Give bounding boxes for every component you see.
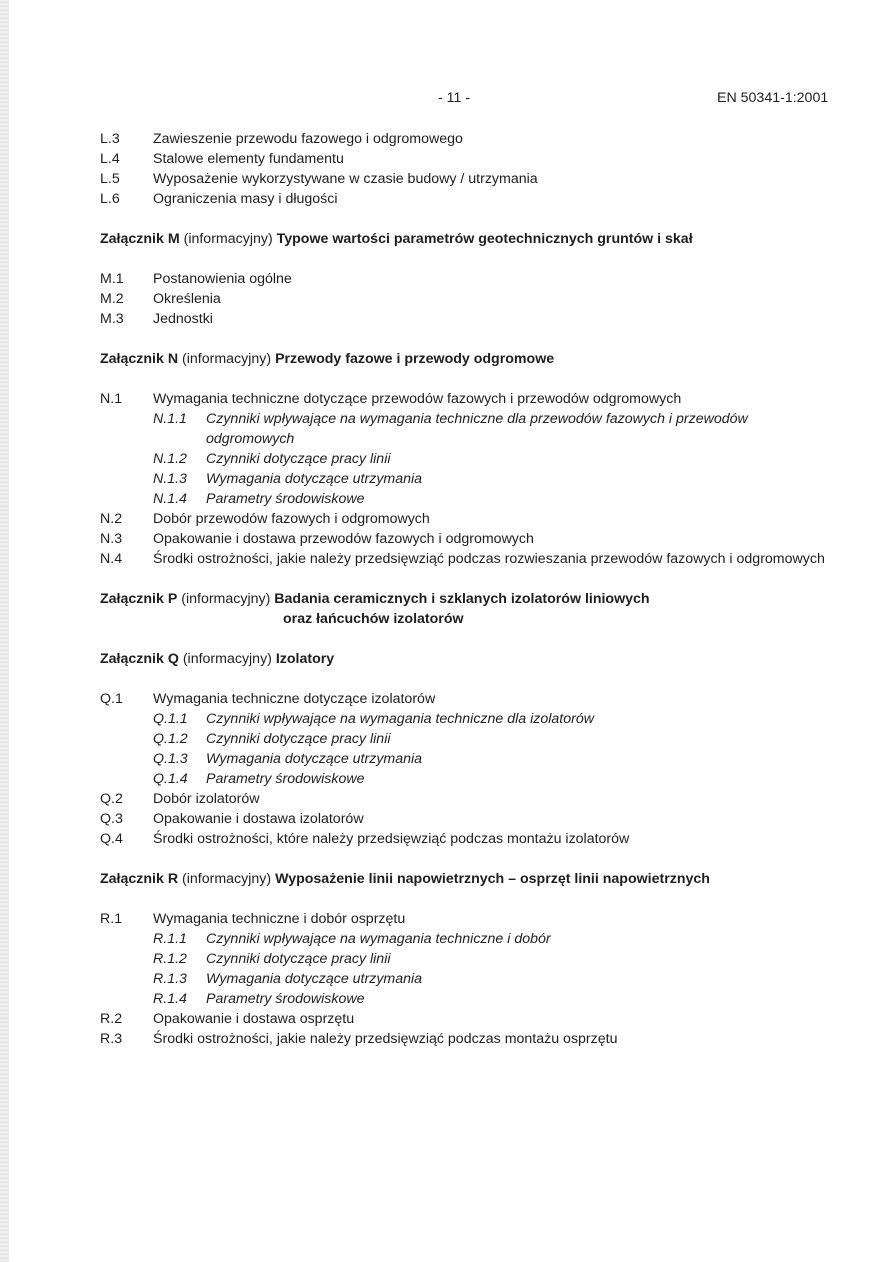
clause-number: N.4: [100, 551, 123, 567]
toc-subitem: [100, 949, 830, 969]
annex-label: Załącznik M: [100, 231, 180, 247]
annex-type: (informacyjny): [183, 231, 273, 247]
clause-number: N.3: [100, 531, 123, 547]
toc-subitem: [100, 709, 830, 729]
scan-edge: [0, 0, 9, 1262]
clause-title: Opakowanie i dostawa izolatorów: [153, 811, 364, 827]
annex-heading: [100, 649, 830, 669]
clause-title: Określenia: [153, 291, 221, 307]
toc-item: [100, 829, 830, 849]
clause-title: Parametry środowiskowe: [206, 991, 365, 1007]
clause-title: Czynniki dotyczące pracy linii: [206, 951, 391, 967]
clause-number: N.1: [100, 391, 123, 407]
toc-item: [100, 689, 830, 709]
toc-subitem: [100, 749, 830, 769]
clause-number: M.2: [100, 291, 124, 307]
clause-title: Wymagania techniczne dotyczące izolatorów: [153, 691, 436, 707]
toc-item: [100, 269, 830, 289]
clause-number: R.1.4: [153, 991, 187, 1007]
clause-number: Q.4: [100, 831, 123, 847]
clause-number: Q.1.1: [153, 711, 188, 727]
clause-title: Wymagania techniczne i dobór osprzętu: [153, 911, 406, 927]
clause-number: N.1.2: [153, 451, 187, 467]
toc-item: [100, 809, 830, 829]
toc-item: [100, 289, 830, 309]
annex-label: Załącznik P: [100, 591, 178, 607]
clause-title: Wymagania dotyczące utrzymania: [206, 971, 423, 987]
clause-title: Wymagania dotyczące utrzymania: [206, 751, 423, 767]
clause-number: Q.2: [100, 791, 123, 807]
clause-title: Dobór izolatorów: [153, 791, 260, 807]
clause-title: Czynniki wpływające na wymagania techniczne i dobór: [206, 931, 551, 947]
clause-title: Opakowanie i dostawa przewodów fazowych i odgromowych: [153, 531, 534, 547]
clause-number: L.6: [100, 191, 120, 207]
toc-subitem: [100, 969, 830, 989]
toc-item: [100, 1009, 830, 1029]
document-id: EN 50341-1:2001: [717, 90, 829, 106]
clause-title: Parametry środowiskowe: [206, 771, 365, 787]
clause-title: Wyposażenie wykorzystywane w czasie budowy / utrzymania: [153, 171, 538, 187]
clause-title: Czynniki wpływające na wymagania techniczne dla przewodów fazowych i przewodów odgromowych: [206, 411, 748, 447]
toc-item: [100, 149, 830, 169]
annex-title: Wyposażenie linii napowietrznych – osprzęt linii napowietrznych: [275, 871, 710, 887]
annex-heading: [100, 349, 830, 369]
annex-heading: [100, 229, 830, 249]
toc-item: [100, 189, 830, 209]
clause-number: R.2: [100, 1011, 123, 1027]
annex-title: Izolatory: [275, 651, 335, 667]
annex-label: Załącznik Q: [100, 651, 179, 667]
clause-number: M.1: [100, 271, 124, 287]
clause-number: N.2: [100, 511, 123, 527]
toc-subitem: [100, 769, 830, 789]
clause-number: L.4: [100, 151, 120, 167]
toc-item: [100, 549, 830, 569]
clause-title: Ograniczenia masy i długości: [153, 191, 338, 207]
clause-number: L.3: [100, 131, 120, 147]
clause-title: Środki ostrożności, które należy przedsięwziąć podczas montażu izolatorów: [153, 831, 630, 847]
toc-item: [100, 309, 830, 329]
page-number: - 11 -: [438, 90, 471, 106]
toc-item: [100, 909, 830, 929]
annex-label: Załącznik N: [100, 351, 179, 367]
toc-subitem: [100, 929, 830, 949]
clause-title: Wymagania dotyczące utrzymania: [206, 471, 423, 487]
clause-number: Q.1.3: [153, 751, 188, 767]
clause-number: N.1.4: [153, 491, 187, 507]
toc-item: [100, 169, 830, 189]
clause-title: Czynniki dotyczące pracy linii: [206, 451, 391, 467]
clause-number: R.1: [100, 911, 123, 927]
clause-title: Parametry środowiskowe: [206, 491, 365, 507]
annex-title: Przewody fazowe i przewody odgromowe: [275, 351, 555, 367]
annex-type: (informacyjny): [182, 651, 272, 667]
annex-heading: [100, 589, 830, 629]
clause-number: N.1.1: [153, 411, 187, 427]
clause-title: Postanowienia ogólne: [153, 271, 292, 287]
toc-subitem: [100, 989, 830, 1009]
annex-heading: [100, 869, 830, 889]
annex-title: Badania ceramicznych i szklanych izolatorów liniowych: [274, 591, 650, 607]
toc-subitem: [100, 469, 830, 489]
annex-type: (informacyjny): [181, 591, 271, 607]
clause-number: L.5: [100, 171, 120, 187]
clause-title: Opakowanie i dostawa osprzętu: [153, 1011, 355, 1027]
clause-number: Q.1.2: [153, 731, 188, 747]
clause-title: Wymagania techniczne dotyczące przewodów fazowych i przewodów odgromowych: [153, 391, 682, 407]
clause-title: Czynniki wpływające na wymagania techniczne dla izolatorów: [206, 711, 594, 727]
toc-item: [100, 789, 830, 809]
clause-title: Środki ostrożności, jakie należy przedsięwziąć podczas montażu osprzętu: [153, 1031, 618, 1047]
annex-label: Załącznik R: [100, 871, 179, 887]
clause-number: R.1.2: [153, 951, 187, 967]
annex-type: (informacyjny): [182, 871, 272, 887]
clause-number: N.1.3: [153, 471, 187, 487]
toc-item: [100, 389, 830, 409]
clause-number: R.1.3: [153, 971, 187, 987]
clause-number: M.3: [100, 311, 124, 327]
annex-title: Typowe wartości parametrów geotechnicznych gruntów i skał: [276, 231, 693, 247]
clause-title: Stalowe elementy fundamentu: [153, 151, 344, 167]
clause-title: Czynniki dotyczące pracy linii: [206, 731, 391, 747]
clause-title: Dobór przewodów fazowych i odgromowych: [153, 511, 430, 527]
toc-item: [100, 129, 830, 149]
toc-item: [100, 1029, 830, 1049]
clause-title: Środki ostrożności, jakie należy przedsięwziąć podczas rozwieszania przewodów fazowych i odgromowych: [153, 551, 825, 567]
clause-number: R.3: [100, 1031, 123, 1047]
toc-subitem: [100, 409, 830, 449]
toc-subitem: [100, 449, 830, 469]
clause-number: R.1.1: [153, 931, 187, 947]
toc-item: [100, 529, 830, 549]
annex-type: (informacyjny): [182, 351, 272, 367]
clause-title: Zawieszenie przewodu fazowego i odgromowego: [153, 131, 463, 147]
clause-number: Q.1: [100, 691, 123, 707]
toc-subitem: [100, 489, 830, 509]
clause-number: Q.3: [100, 811, 123, 827]
toc-item: [100, 509, 830, 529]
toc-subitem: [100, 729, 830, 749]
annex-title-continuation: oraz łańcuchów izolatorów: [283, 611, 464, 627]
clause-number: Q.1.4: [153, 771, 188, 787]
clause-title: Jednostki: [153, 311, 213, 327]
table-of-contents: [100, 129, 830, 1049]
